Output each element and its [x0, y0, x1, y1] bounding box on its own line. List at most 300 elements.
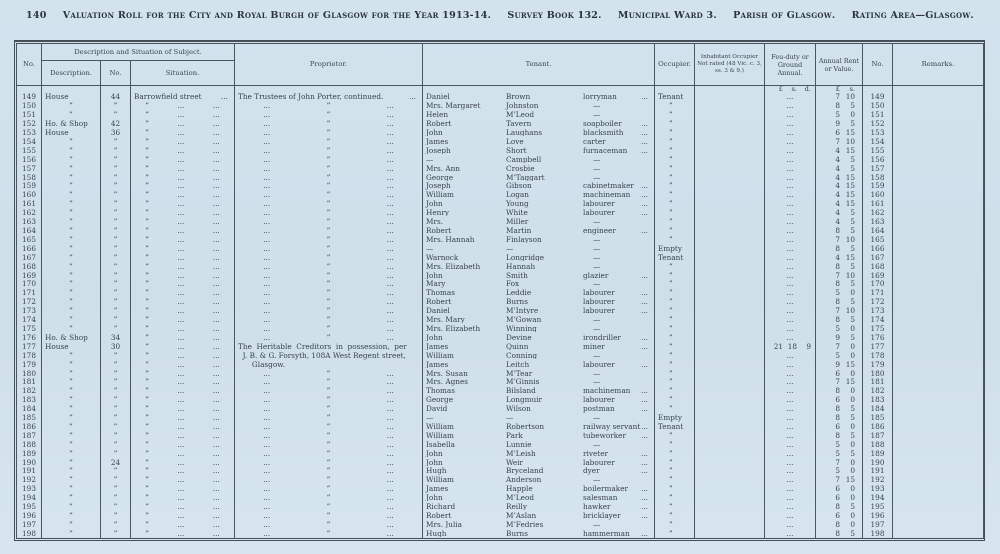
cell-description: ”: [42, 146, 101, 155]
cell-house-no: ”: [101, 467, 131, 476]
cell-house-no: ”: [101, 199, 131, 208]
proprietor-text: ... ” ...: [263, 493, 394, 503]
cell-remarks: [893, 155, 984, 164]
cell-feu-duty: ...: [765, 449, 816, 458]
cell-house-no: ”: [101, 164, 131, 173]
tenant-forename: David: [426, 405, 448, 413]
tenant-forename: James: [426, 137, 449, 146]
cell-description: ”: [42, 369, 101, 378]
cell-no: 156: [17, 155, 42, 164]
tenant-occupation: —: [593, 252, 601, 262]
survey-book-label: Survey Book 132.: [507, 10, 602, 21]
cell-no-right: 181: [863, 378, 893, 387]
situation-text: ” ... ...: [145, 288, 220, 298]
cell-situation: [131, 289, 235, 298]
cell-situation: [131, 493, 235, 502]
cell-inhabitant-occupier: [695, 342, 765, 351]
cell-tenant: [423, 449, 655, 458]
tenant-surname: Young: [506, 200, 529, 208]
situation-text: ” ... ...: [145, 172, 220, 182]
situation-text: ” ... ...: [145, 181, 220, 191]
cell-tenant: [423, 378, 655, 387]
table-row: [17, 208, 984, 217]
cell-description: ”: [42, 458, 101, 467]
proprietor-text: ... ” ...: [263, 324, 394, 333]
tenant-occupation: —: [593, 235, 601, 244]
situation-text: ” ... ...: [145, 226, 220, 235]
cell-description: ”: [42, 351, 101, 360]
cell-occupier: ”: [655, 449, 695, 458]
cell-no: 161: [17, 199, 42, 208]
cell-no-right: 197: [863, 520, 893, 529]
cell-no: 189: [17, 449, 42, 458]
tenant-occupation: carter ...: [583, 137, 648, 146]
cell-description: ”: [42, 422, 101, 431]
cell-situation: [131, 110, 235, 119]
cell-proprietor: [235, 253, 423, 262]
cell-remarks: [893, 86, 984, 93]
cell-no-right: [863, 86, 893, 93]
cell-annual-rent: 8 5: [816, 529, 863, 538]
table-row: [17, 253, 984, 262]
cell-description: ”: [42, 297, 101, 306]
cell-feu-duty: ...: [765, 146, 816, 155]
cell-proprietor: [235, 137, 423, 146]
cell-tenant: [423, 369, 655, 378]
cell-house-no: ”: [101, 280, 131, 289]
cell-feu-duty: ...: [765, 369, 816, 378]
cell-tenant: [423, 271, 655, 280]
cell-feu-duty-units: £ s. d.: [765, 86, 816, 93]
tenant-forename: John: [426, 129, 443, 137]
cell-occupier: ”: [655, 387, 695, 396]
tenant-surname: Robertson: [506, 422, 545, 431]
cell-no: 174: [17, 315, 42, 324]
cell-no: 155: [17, 146, 42, 155]
rating-area-label: Rating Area—Glasgow.: [851, 10, 974, 21]
cell-proprietor: [235, 440, 423, 449]
tenant-occupation: blacksmith ...: [583, 128, 648, 138]
cell-no: [17, 86, 42, 93]
cell-situation: [131, 235, 235, 244]
cell-feu-duty: ...: [765, 440, 816, 449]
cell-no-right: 168: [863, 262, 893, 271]
cell-occupier: Tenant: [655, 253, 695, 262]
cell-house-no: ”: [101, 324, 131, 333]
cell-tenant: [423, 529, 655, 538]
proprietor-text: ... ” ...: [263, 502, 394, 512]
cell-annual-rent: 7 10: [816, 235, 863, 244]
proprietor-text: ... ” ...: [263, 306, 394, 316]
cell-annual-rent: 8 5: [816, 413, 863, 422]
proprietor-text: ... ” ...: [263, 386, 394, 396]
cell-situation: [131, 476, 235, 485]
table-row: [17, 297, 984, 306]
cell-occupier: ”: [655, 137, 695, 146]
tenant-surname: M’Ginnis: [506, 378, 540, 386]
tenant-forename: Mrs. Mary: [426, 316, 465, 324]
cell-situation: [131, 502, 235, 511]
cell-tenant: [423, 315, 655, 324]
cell-proprietor: [235, 502, 423, 511]
cell-tenant: [423, 244, 655, 253]
cell-inhabitant-occupier: [695, 191, 765, 200]
cell-situation: [131, 351, 235, 360]
tenant-forename: Joseph: [426, 182, 451, 190]
cell-no-right: 188: [863, 440, 893, 449]
cell-feu-duty: ...: [765, 511, 816, 520]
cell-annual-rent: 6 0: [816, 395, 863, 404]
tenant-occupation: engineer ...: [583, 226, 648, 235]
cell-tenant: [423, 226, 655, 235]
proprietor-text: ... ” ...: [263, 448, 394, 458]
cell-proprietor: [235, 226, 423, 235]
cell-tenant: [423, 431, 655, 440]
situation-text: ” ... ...: [145, 431, 220, 440]
cell-feu-duty: ...: [765, 520, 816, 529]
cell-occupier: ”: [655, 226, 695, 235]
cell-feu-duty: ...: [765, 102, 816, 111]
tenant-surname: Finlayson: [506, 235, 542, 244]
cell-description: ”: [42, 164, 101, 173]
situation-text: ” ... ...: [145, 493, 220, 503]
cell-no-right: 152: [863, 119, 893, 128]
cell-remarks: [893, 520, 984, 529]
proprietor-text: ... ” ...: [263, 137, 394, 146]
cell-annual-rent: 8 0: [816, 387, 863, 396]
cell-inhabitant-occupier: [695, 520, 765, 529]
tenant-surname: Leddie: [506, 289, 532, 297]
cell-feu-duty: ...: [765, 164, 816, 173]
cell-situation: [131, 102, 235, 111]
cell-house-no: ”: [101, 413, 131, 422]
tenant-forename: Warnock: [426, 253, 459, 262]
cell-tenant: [423, 511, 655, 520]
cell-occupier: ”: [655, 520, 695, 529]
proprietor-text: ... ” ...: [263, 422, 394, 431]
tenant-surname: Fox: [506, 280, 520, 288]
cell-remarks: [893, 511, 984, 520]
situation-text: ” ... ...: [145, 297, 220, 307]
cell-inhabitant-occupier: [695, 155, 765, 164]
tenant-forename: Mrs.: [426, 218, 444, 226]
cell-house-no: ”: [101, 502, 131, 511]
cell-remarks: [893, 253, 984, 262]
cell-inhabitant-occupier: [695, 360, 765, 369]
cell-annual-rent: 4 5: [816, 155, 863, 164]
cell-house-no: ”: [101, 351, 131, 360]
table-row: [17, 280, 984, 289]
tenant-forename: John: [426, 494, 443, 502]
table-row: [17, 315, 984, 324]
cell-situation: [131, 467, 235, 476]
cell-no-right: 167: [863, 253, 893, 262]
cell-tenant: [423, 280, 655, 289]
cell-feu-duty: 21 18 9: [765, 342, 816, 351]
situation-text: ” ... ...: [145, 244, 220, 253]
cell-no-right: 175: [863, 324, 893, 333]
table-row: [17, 235, 984, 244]
cell-situation: [131, 173, 235, 182]
cell-description: ”: [42, 324, 101, 333]
proprietor-text: ... ” ...: [263, 457, 394, 467]
cell-no-right: 178: [863, 351, 893, 360]
cell-no-right: 158: [863, 173, 893, 182]
table-frame: [14, 40, 985, 541]
cell-description: ”: [42, 280, 101, 289]
tenant-surname: —: [506, 414, 514, 422]
cell-inhabitant-occupier: [695, 235, 765, 244]
proprietor-text: ... ” ...: [263, 404, 394, 414]
cell-no: 192: [17, 476, 42, 485]
tenant-forename: Mrs. Ann: [426, 164, 461, 172]
table-row: [17, 271, 984, 280]
cell-description: ”: [42, 315, 101, 324]
cell-description: ”: [42, 110, 101, 119]
cell-proprietor: [235, 119, 423, 128]
table-row: [17, 226, 984, 235]
situation-text: ” ... ...: [145, 386, 220, 396]
tenant-surname: Weir: [506, 458, 524, 466]
tenant-forename: James: [426, 485, 449, 493]
cell-description: ”: [42, 244, 101, 253]
cell-tenant: [423, 86, 655, 93]
cell-remarks: [893, 333, 984, 342]
cell-description: ”: [42, 467, 101, 476]
cell-occupier: ”: [655, 306, 695, 315]
cell-annual-rent: 5 0: [816, 351, 863, 360]
cell-no-right: 160: [863, 191, 893, 200]
proprietor-text: ... ” ...: [263, 315, 394, 325]
tenant-forename: John: [426, 200, 443, 208]
table-row: [17, 422, 984, 431]
proprietor-text: ... ” ...: [263, 181, 394, 191]
cell-no-right: 179: [863, 360, 893, 369]
cell-remarks: [893, 137, 984, 146]
cell-inhabitant-occupier: [695, 529, 765, 538]
tenant-surname: M’Leod: [506, 494, 535, 502]
cell-house-no: ”: [101, 476, 131, 485]
cell-occupier: ”: [655, 360, 695, 369]
situation-text: ” ... ...: [145, 368, 220, 378]
cell-no: 185: [17, 413, 42, 422]
cell-inhabitant-occupier: [695, 440, 765, 449]
cell-proprietor: [235, 93, 423, 102]
cell-no-right: 194: [863, 493, 893, 502]
tenant-occupation: labourer ...: [583, 306, 648, 316]
cell-house-no: ”: [101, 217, 131, 226]
tenant-forename: Mrs. Elizabeth: [426, 262, 481, 270]
cell-tenant: [423, 164, 655, 173]
table-row: [17, 262, 984, 271]
cell-no-right: 184: [863, 404, 893, 413]
cell-annual-rent: 8 5: [816, 297, 863, 306]
cell-occupier: ”: [655, 351, 695, 360]
tenant-occupation: labourer ...: [583, 395, 648, 405]
cell-proprietor: [235, 244, 423, 253]
cell-inhabitant-occupier: [695, 413, 765, 422]
cell-annual-rent: 7 15: [816, 476, 863, 485]
tenant-occupation: —: [593, 279, 601, 289]
tenant-occupation: postman ...: [583, 404, 648, 414]
cell-remarks: [893, 422, 984, 431]
table-row: [17, 529, 984, 538]
proprietor-text: ... ” ...: [263, 395, 394, 405]
table-row: [17, 110, 984, 119]
cell-annual-rent: 7 0: [816, 458, 863, 467]
cell-feu-duty: ...: [765, 395, 816, 404]
cell-no: 149: [17, 93, 42, 102]
cell-occupier: ”: [655, 511, 695, 520]
cell-occupier: ”: [655, 271, 695, 280]
cell-remarks: [893, 297, 984, 306]
cell-situation: [131, 164, 235, 173]
cell-situation: [131, 306, 235, 315]
cell-feu-duty: ...: [765, 271, 816, 280]
proprietor-text: ... ” ...: [263, 413, 394, 423]
cell-tenant: [423, 387, 655, 396]
cell-remarks: [893, 93, 984, 102]
proprietor-text: ... ” ...: [263, 110, 394, 120]
cell-inhabitant-occupier: [695, 431, 765, 440]
cell-proprietor: [235, 155, 423, 164]
situation-text: Barrowfield street ...: [134, 92, 228, 102]
tenant-forename: William: [426, 431, 454, 440]
tenant-occupation: railway servant ...: [583, 422, 648, 431]
proprietor-text: ... ” ...: [263, 217, 394, 227]
proprietor-text: ... ” ...: [263, 297, 394, 307]
cell-occupier: ”: [655, 333, 695, 342]
cell-occupier: ”: [655, 146, 695, 155]
cell-remarks: [893, 128, 984, 137]
cell-house-no: ”: [101, 191, 131, 200]
cell-remarks: [893, 378, 984, 387]
cell-house-no: ”: [101, 253, 131, 262]
cell-feu-duty: ...: [765, 217, 816, 226]
tenant-occupation: labourer ...: [583, 208, 648, 218]
cell-occupier: Tenant: [655, 422, 695, 431]
cell-no-right: 151: [863, 110, 893, 119]
tenant-occupation: boilermaker ...: [583, 484, 648, 494]
tenant-surname: Happle: [506, 485, 533, 493]
cell-house-no: ”: [101, 244, 131, 253]
tenant-occupation: —: [593, 377, 601, 387]
table-row: [17, 351, 984, 360]
cell-inhabitant-occupier: [695, 333, 765, 342]
proprietor-text: The Trustees of John Porter, continued. ...: [238, 92, 416, 102]
cell-feu-duty: ...: [765, 199, 816, 208]
situation-text: ” ... ...: [145, 163, 220, 173]
tenant-occupation: riveter ...: [583, 448, 648, 458]
table-row: [17, 493, 984, 502]
situation-text: ” ... ...: [145, 252, 220, 262]
cell-no-right: 183: [863, 395, 893, 404]
tenant-surname: Logan: [506, 191, 529, 199]
cell-feu-duty: ...: [765, 289, 816, 298]
cell-occupier: ”: [655, 128, 695, 137]
cell-tenant: [423, 324, 655, 333]
situation-text: ” ... ...: [145, 484, 220, 494]
col-header-remarks: Remarks.: [893, 44, 984, 86]
situation-text: ” ... ...: [145, 217, 220, 227]
cell-feu-duty: ...: [765, 351, 816, 360]
cell-tenant: [423, 182, 655, 191]
cell-description: ”: [42, 520, 101, 529]
situation-text: ” ... ...: [145, 154, 220, 164]
cell-description: Ho. & Shop: [42, 333, 101, 342]
cell-tenant: [423, 502, 655, 511]
tenant-occupation: furnaceman ...: [583, 146, 648, 155]
situation-text: ” ... ...: [145, 119, 220, 129]
cell-remarks: [893, 280, 984, 289]
cell-house-no: ”: [101, 208, 131, 217]
proprietor-text: ... ” ...: [263, 377, 394, 387]
cell-house-no: ”: [101, 137, 131, 146]
tenant-surname: Bilsland: [506, 387, 536, 395]
cell-remarks: [893, 351, 984, 360]
cell-no-right: 170: [863, 280, 893, 289]
cell-no-right: 171: [863, 289, 893, 298]
cell-tenant: [423, 102, 655, 111]
cell-inhabitant-occupier: [695, 387, 765, 396]
cell-house-no: ”: [101, 173, 131, 182]
tenant-surname: M’Leish: [506, 449, 536, 457]
cell-no-right: 161: [863, 199, 893, 208]
cell-situation: [131, 208, 235, 217]
cell-occupier: ”: [655, 476, 695, 485]
cell-tenant: [423, 155, 655, 164]
table-row: [17, 164, 984, 173]
tenant-occupation: —: [593, 163, 601, 173]
cell-description: ”: [42, 182, 101, 191]
tenant-forename: Isabella: [426, 440, 455, 449]
cell-house-no: ”: [101, 235, 131, 244]
situation-text: ” ... ...: [145, 315, 220, 325]
cell-situation: [131, 324, 235, 333]
cell-annual-rent: 7 10: [816, 306, 863, 315]
cell-tenant: [423, 137, 655, 146]
situation-text: ” ... ...: [145, 350, 220, 360]
proprietor-text: ... ” ...: [263, 146, 394, 155]
cell-no: 184: [17, 404, 42, 413]
cell-annual-rent: 8 5: [816, 431, 863, 440]
cell-description: House: [42, 128, 101, 137]
situation-text: ” ... ...: [145, 333, 220, 342]
cell-tenant: [423, 476, 655, 485]
cell-annual-rent: 6 0: [816, 422, 863, 431]
cell-annual-rent: 6 0: [816, 484, 863, 493]
tenant-forename: George: [426, 173, 454, 181]
cell-no-right: 180: [863, 369, 893, 378]
cell-no-right: 149: [863, 93, 893, 102]
cell-no: 193: [17, 484, 42, 493]
tenant-forename: William: [426, 351, 454, 359]
cell-occupier: ”: [655, 289, 695, 298]
cell-tenant: [423, 235, 655, 244]
tenant-forename: Thomas: [426, 289, 455, 297]
cell-proprietor: [235, 128, 423, 137]
cell-no-right: 190: [863, 458, 893, 467]
cell-feu-duty: ...: [765, 315, 816, 324]
cell-annual-rent: 9 15: [816, 360, 863, 369]
cell-occupier: ”: [655, 199, 695, 208]
tenant-surname: Leitch: [506, 360, 530, 368]
cell-feu-duty: ...: [765, 155, 816, 164]
cell-no-right: 189: [863, 449, 893, 458]
proprietor-text: ... ” ...: [263, 466, 394, 476]
cell-annual-rent: 8 0: [816, 520, 863, 529]
table-row: [17, 191, 984, 200]
